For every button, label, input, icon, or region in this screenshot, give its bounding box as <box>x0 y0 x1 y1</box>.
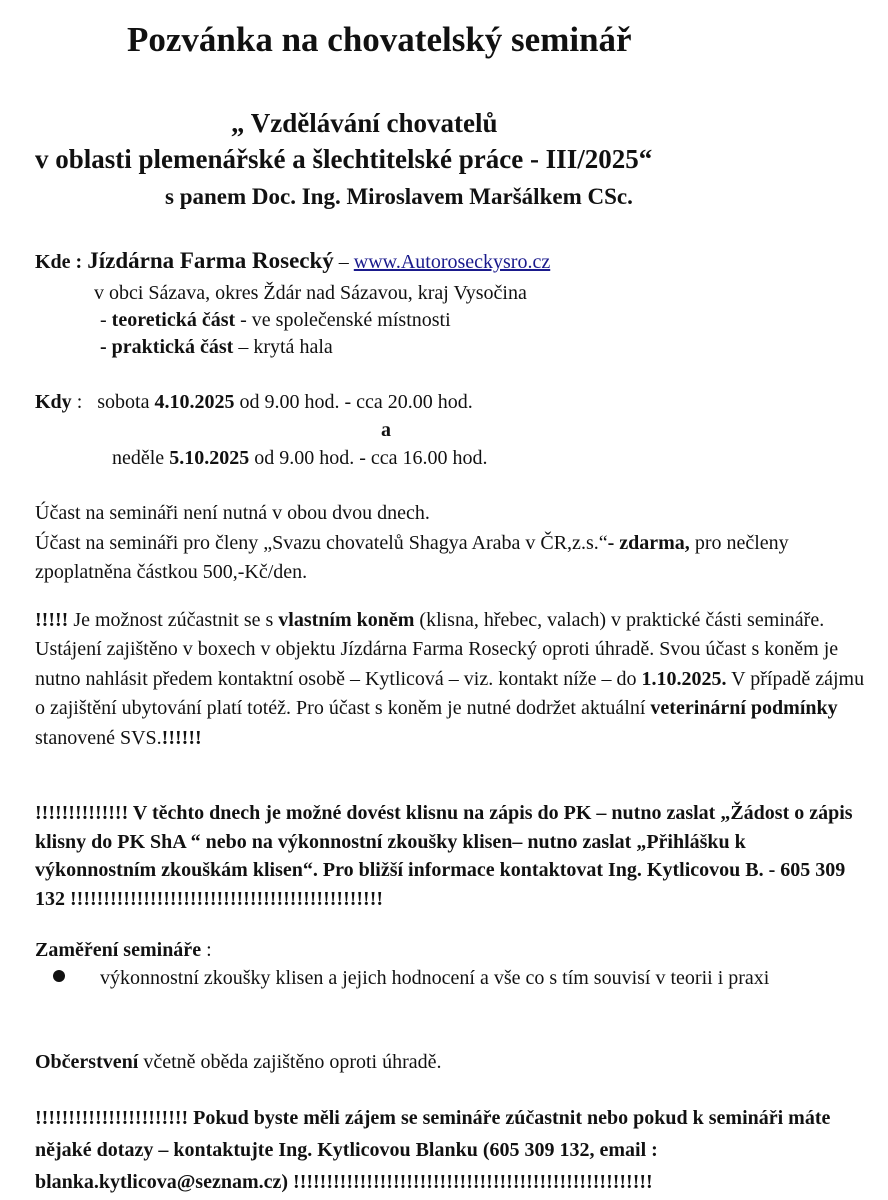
part-location: - ve společenské místnosti <box>235 309 451 331</box>
and-word: a <box>381 419 391 441</box>
day1-date: 4.10.2025 <box>154 391 235 413</box>
when-colon: : <box>71 391 83 413</box>
seminar-title-line1: „ Vzdělávání chovatelů <box>231 108 498 138</box>
venue-name: Jízdárna Farma Rosecký <box>87 248 334 273</box>
day2-time: od 9.00 hod. - cca 16.00 hod. <box>254 447 488 469</box>
part-location: – krytá hala <box>233 336 333 358</box>
horse-text: stanovené SVS. <box>35 726 162 749</box>
deadline-date: 1.10.2025. <box>641 667 727 690</box>
venue-dash: – <box>338 251 349 273</box>
horse-text: V případě zájmu o zajištění ubytování platí totéž. Pro účast s koněm je nutné dodržet aktuální <box>35 667 865 720</box>
day1-name: sobota <box>97 391 150 413</box>
focus-colon: : <box>201 939 212 961</box>
refreshments-line <box>35 1050 442 1074</box>
excl: !!!!! <box>35 609 69 631</box>
participation-note: Účast na semináři není nutná v obou dvou dnech. <box>35 502 430 524</box>
excl: !!!!!! <box>161 726 202 749</box>
when-label: Kdy <box>35 391 72 413</box>
participation-paragraph <box>35 499 865 588</box>
participation-fee <box>35 529 865 588</box>
where-line <box>35 249 550 274</box>
focus-item: výkonnostní zkoušky klisen a jejich hodnocení a vše co s tím souvisí v teorii i praxi <box>100 967 770 989</box>
day2-date: 5.10.2025 <box>169 447 250 469</box>
part-prefix: - <box>100 309 112 331</box>
venue-part-practice <box>100 335 333 359</box>
part-name: praktická část <box>111 336 234 358</box>
fee-nonmember: pro nečleny zpoplatněna částkou 500,-Kč/den. <box>35 531 789 584</box>
refreshments-label: Občerstvení <box>35 1051 139 1073</box>
focus-label: Zaměření semináře <box>35 939 202 961</box>
part-name: teoretická část <box>111 309 236 331</box>
contact-paragraph: !!!!!!!!!!!!!!!!!!!!!!! Pokud byste měli zájem se semináře zúčastnit nebo pokud k semináři máte nějaké dotazy – kontaktujte Ing. Kytlicovou Blanku (605 309 132, email : blanka.kytlicova@seznam.cz) !!!!!!!!!!!!!!!!!!!!!!!!!!!!!!!!!!!!!!!!!!!!!!!!!!!!!! <box>35 1107 831 1193</box>
when-and <box>381 418 391 442</box>
seminar-lecturer: s panem Doc. Ing. Miroslavem Maršálkem CSc. <box>165 184 633 209</box>
horse-bold: vlastním koněm <box>278 609 415 631</box>
day1-time: od 9.00 hod. - cca 20.00 hod. <box>239 391 473 413</box>
part-prefix: - <box>100 336 112 358</box>
page-title: Pozvánka na chovatelský seminář <box>127 20 632 59</box>
focus-heading <box>35 938 212 962</box>
when-line-2 <box>112 446 487 470</box>
registration-paragraph: !!!!!!!!!!!!!! V těchto dnech je možné dovést klisnu na zápis do PK – nutno zaslat „Žádost o zápis klisny do PK ShA “ nebo na výkonnostní zkoušky klisen– nutno zaslat „Přihlášku k výkonnostním zkouškám klisen“. Pro bližší informace kontaktovat Ing. Kytlicovou B. - 605 309 132 !!!!!!!!!!!!!!!!!!!!!!!!!!!!!!!!!!!!!!!!!!!!!!! <box>35 802 853 910</box>
venue-address: v obci Sázava, okres Ždár nad Sázavou, kraj Vysočina <box>94 282 527 304</box>
vet-conditions: veterinární podmínky <box>650 697 838 720</box>
venue-website-link[interactable]: www.Autoroseckysro.cz <box>353 251 551 273</box>
when-line-1 <box>35 390 473 414</box>
day2-name: neděle <box>112 447 165 469</box>
horse-text: (klisna, hřebec, valach) v praktické části semináře. Ustájení zajištěno v boxech v objektu Jízdárna Farma Rosecký oproti úhradě. Svou účast s koněm je nutno nahlásit předem kontaktní osobě – Kytlicová – viz. kontakt níže – do <box>35 609 839 690</box>
fee-free: - zdarma, <box>607 531 690 554</box>
horse-text: Je možnost zúčastnit se s <box>68 609 279 631</box>
where-label: Kde : <box>35 251 83 273</box>
seminar-title-line2: v oblasti plemenářské a šlechtitelské práce - III/2025“ <box>35 144 653 174</box>
fee-text: Účast na semináři pro členy „Svazu chovatelů Shagya Araba v ČR,z.s.“ <box>35 531 608 554</box>
bullet-icon <box>53 970 65 982</box>
venue-part-theory <box>100 308 451 332</box>
horse-paragraph <box>35 606 865 753</box>
refreshments-text: včetně oběda zajištěno oproti úhradě. <box>138 1051 442 1073</box>
